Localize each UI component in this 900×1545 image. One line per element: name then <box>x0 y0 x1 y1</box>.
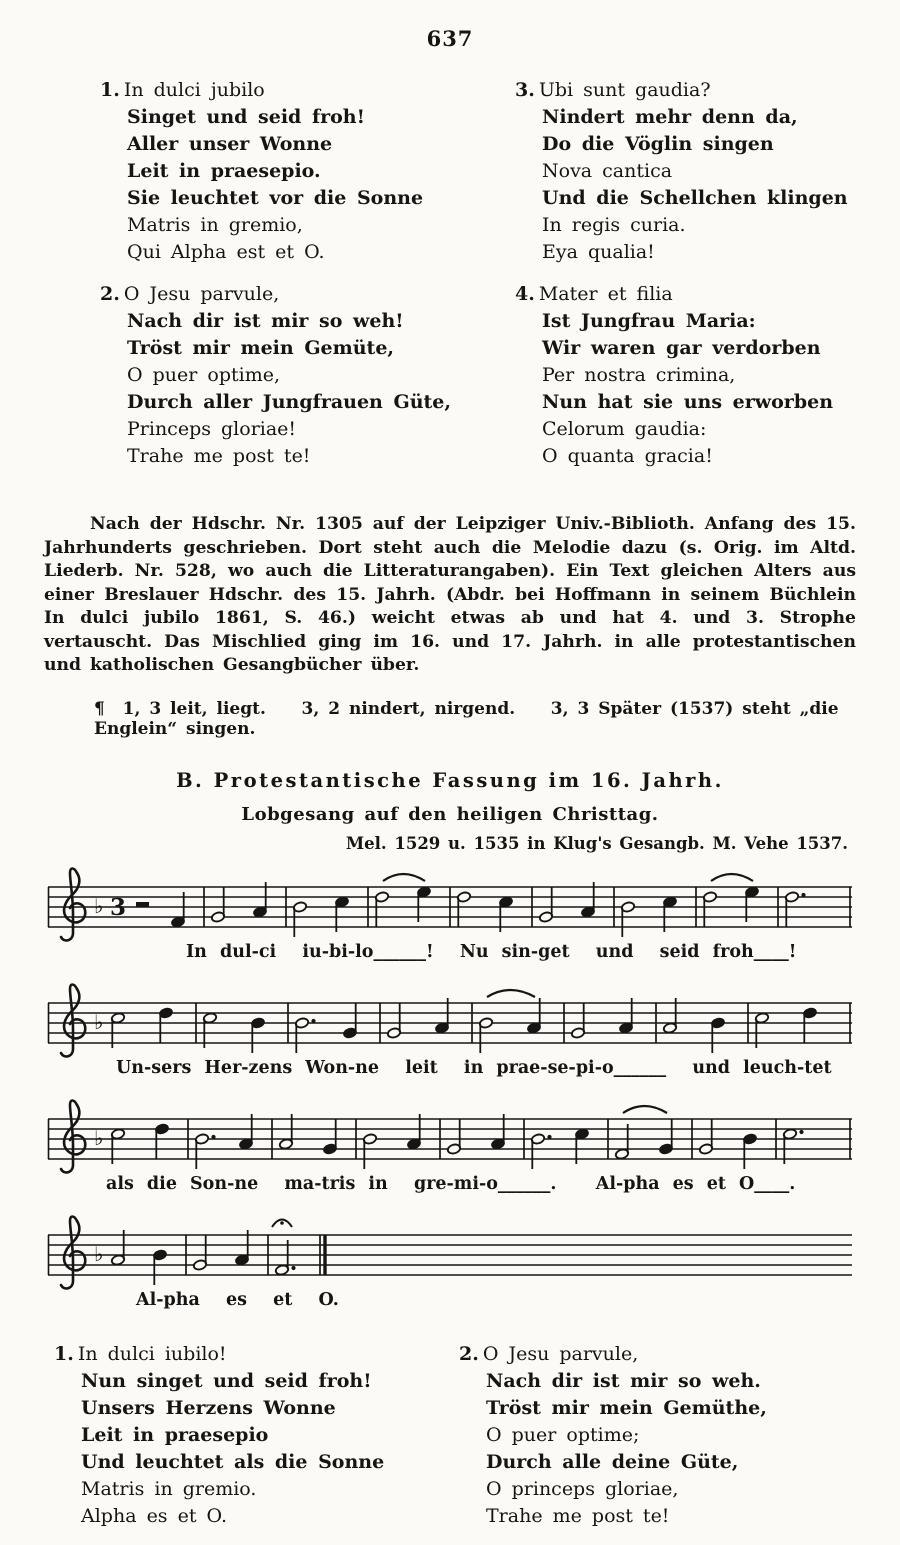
verse-line: Nach dir ist mir so weh! <box>127 310 404 332</box>
quarter-note <box>323 1119 337 1155</box>
verse-line <box>459 1341 856 1368</box>
verse-line-text: O Jesu parvule, <box>123 283 280 305</box>
verse-line: O puer optime, <box>127 364 280 386</box>
verse-line: O puer optime; <box>486 1423 640 1446</box>
verse-line <box>515 281 856 308</box>
flat-sign: ♭ <box>94 1241 104 1266</box>
slur <box>623 1106 667 1113</box>
half-note <box>621 901 635 937</box>
section-subheading: Lobgesang auf den heiligen Christtag. <box>241 803 659 825</box>
quarter-note <box>711 1017 725 1053</box>
treble-clef-icon <box>61 868 85 940</box>
stave-svg <box>44 973 856 1061</box>
verse-line: Matris in gremio, <box>127 214 303 236</box>
section-heading: B. Protestantische Fassung im 16. Jahrh. <box>176 768 724 792</box>
verse <box>100 281 515 470</box>
verse-line: Celorum gaudia: <box>542 418 707 440</box>
treble-clef-icon <box>61 984 85 1056</box>
flat-sign: ♭ <box>94 1009 104 1034</box>
slur <box>383 874 425 881</box>
quarter-note <box>159 1007 173 1043</box>
verse-number: 4. <box>515 283 535 305</box>
verse-line-text: O Jesu parvule, <box>482 1342 639 1365</box>
stave-lyrics: Al-pha es et O. <box>136 1289 339 1310</box>
half-note <box>387 1003 401 1039</box>
stave-svg <box>44 1205 856 1293</box>
editorial-note: Nach der Hdschr. Nr. 1305 auf der Leipziger Univ.-Biblioth. Anfang des 15. Jahrhunderts geschrieben. Dort steht auch die Melodie dazu (s. Orig. im Altd. Liederb. Nr. 528, wo auch die Litteraturangaben). Ein Text gleichen Alters aus einer Breslauer Hdschr. des 15. Jahrh. (Abdr. bei Hoffmann in seinem Büchlein In dulci jubilo 1861, S. 46.) weicht etwas ab und hat 4. und 3. Strophe vertauscht. Das Mischlied ging im 16. und 17. Jahrh. in alle protestantischen und katholischen Gesangbücher über. <box>44 514 856 675</box>
flat-sign: ♭ <box>94 1125 104 1150</box>
top-verses-left-column <box>100 77 515 485</box>
half-note <box>539 887 553 923</box>
music-stave-3 <box>44 1089 856 1195</box>
quarter-note <box>153 1249 167 1285</box>
half-note <box>785 891 806 927</box>
half-note <box>272 1219 296 1275</box>
verse-line-text: Ubi sunt gaudia? <box>538 79 711 101</box>
verse-line: Nindert mehr denn da, <box>542 106 798 128</box>
verse-line: Tröst mir mein Gemüte, <box>127 337 395 359</box>
verse-line: Und die Schellchen klingen <box>542 187 848 209</box>
verse-line: Durch aller Jungfrauen Güte, <box>127 391 452 413</box>
verse-line: Nun singet und seid froh! <box>81 1369 372 1392</box>
half-note <box>571 1003 585 1039</box>
verse-line: Princeps gloriae! <box>127 418 297 440</box>
verse-line: Wir waren gar verdorben <box>542 337 821 359</box>
half-note <box>699 1119 713 1155</box>
bottom-verses-right-column <box>459 1341 856 1545</box>
verse-number: 1. <box>54 1342 74 1365</box>
verse <box>515 77 856 266</box>
verse-line: Leit in praesepio. <box>127 160 321 182</box>
half-note <box>531 1133 552 1169</box>
verse-line: Aller unser Wonne <box>127 133 333 155</box>
half-note <box>457 891 471 927</box>
verse-number: 3. <box>515 79 535 101</box>
stave-lyrics: als die Son-ne ma-tris in gre-mi-o______. Al-pha es et O____. <box>106 1173 796 1194</box>
verse-line: Sie leuchtet vor die Sonne <box>127 187 424 209</box>
verse <box>100 77 515 266</box>
flat-sign: ♭ <box>94 893 104 918</box>
bottom-verses <box>44 1341 856 1545</box>
verse-line <box>515 77 856 104</box>
stave-svg <box>44 857 856 945</box>
half-note <box>193 1235 207 1271</box>
verse-line: Nova cantica <box>542 160 673 182</box>
slur <box>711 874 753 881</box>
page-number: 637 <box>426 26 474 51</box>
verse-line <box>100 77 515 104</box>
stave-lyrics: In dul-ci iu-bi-lo______! Nu sin-get und seid froh____! <box>186 941 797 962</box>
half-note <box>447 1119 461 1155</box>
verse-line: Nach dir ist mir so weh. <box>486 1369 761 1392</box>
verse-line: Durch alle deine Güte, <box>486 1450 739 1473</box>
half-note <box>703 891 717 927</box>
half-note <box>211 887 225 923</box>
verse-line: In regis curia. <box>542 214 686 236</box>
verse <box>515 281 856 470</box>
music-stave-2 <box>44 973 856 1079</box>
half-rest <box>136 902 149 907</box>
verse-number: 2. <box>459 1342 479 1365</box>
stave-lyrics: Un-sers Her-zens Won-ne leit in prae-se-pi-o______ und leuch-tet <box>116 1057 832 1078</box>
verse-number: 1. <box>100 79 120 101</box>
quarter-note <box>743 1133 757 1169</box>
quarter-note <box>155 1123 169 1159</box>
treble-clef-icon <box>61 1216 85 1288</box>
melody-credit: Mel. 1529 u. 1535 in Klug's Gesangb. M. Vehe 1537. <box>345 833 848 853</box>
top-verses-right-column <box>515 77 856 485</box>
verse-line: Eya qualia! <box>542 241 655 263</box>
stave-svg <box>44 1089 856 1177</box>
half-note <box>479 1017 493 1053</box>
quarter-note <box>251 1017 265 1053</box>
verse-line: Leit in praesepio <box>81 1423 269 1446</box>
verse-line: O princeps gloriae, <box>486 1477 679 1500</box>
verse-line: Nun hat sie uns erworben <box>542 391 834 413</box>
verse-line <box>100 281 515 308</box>
music-notation <box>44 857 856 1311</box>
verse-line: Und leuchtet als die Sonne <box>81 1450 385 1473</box>
verse-line: Tröst mir mein Gemüthe, <box>486 1396 767 1419</box>
time-signature: 3 <box>110 893 127 921</box>
quarter-note <box>343 1003 357 1039</box>
verse-line <box>54 1341 459 1368</box>
quarter-note <box>659 1119 673 1155</box>
bottom-verses-left-column <box>54 1341 459 1545</box>
half-note <box>293 901 307 937</box>
top-verses <box>44 77 856 485</box>
verse-line-text: Mater et filia <box>538 283 673 305</box>
verse-line: Do die Vöglin singen <box>542 133 774 155</box>
verse-line: Qui Alpha est et O. <box>127 241 325 263</box>
verse-line: Ist Jungfrau Maria: <box>542 310 756 332</box>
half-note <box>375 891 389 927</box>
verse-line-text: In dulci iubilo! <box>77 1342 227 1365</box>
verse <box>54 1341 459 1530</box>
variant-readings: ¶ 1, 3 leit, liegt. 3, 2 nindert, nirgend. 3, 3 Später (1537) steht „die Englein“ singen. <box>94 698 848 739</box>
verse-line: Trahe me post te! <box>486 1504 670 1527</box>
music-stave-4 <box>44 1205 856 1311</box>
verse-line-text: In dulci jubilo <box>123 79 265 101</box>
verse-line: Unsers Herzens Wonne <box>81 1396 336 1419</box>
half-note <box>363 1133 377 1169</box>
half-note <box>195 1133 216 1169</box>
treble-clef-icon <box>61 1100 85 1172</box>
quarter-note <box>803 1007 817 1043</box>
verse <box>459 1341 856 1530</box>
verse-line: Per nostra crimina, <box>542 364 736 386</box>
verse-number: 2. <box>100 283 120 305</box>
verse-line: Alpha es et O. <box>81 1504 228 1527</box>
slur <box>487 990 535 997</box>
verse-line: O quanta gracia! <box>542 445 713 467</box>
verse-line: Singet und seid froh! <box>127 106 365 128</box>
verse-line: Matris in gremio. <box>81 1477 257 1500</box>
half-note <box>295 1017 316 1053</box>
music-stave-1 <box>44 857 856 963</box>
verse-line: Trahe me post te! <box>127 445 311 467</box>
